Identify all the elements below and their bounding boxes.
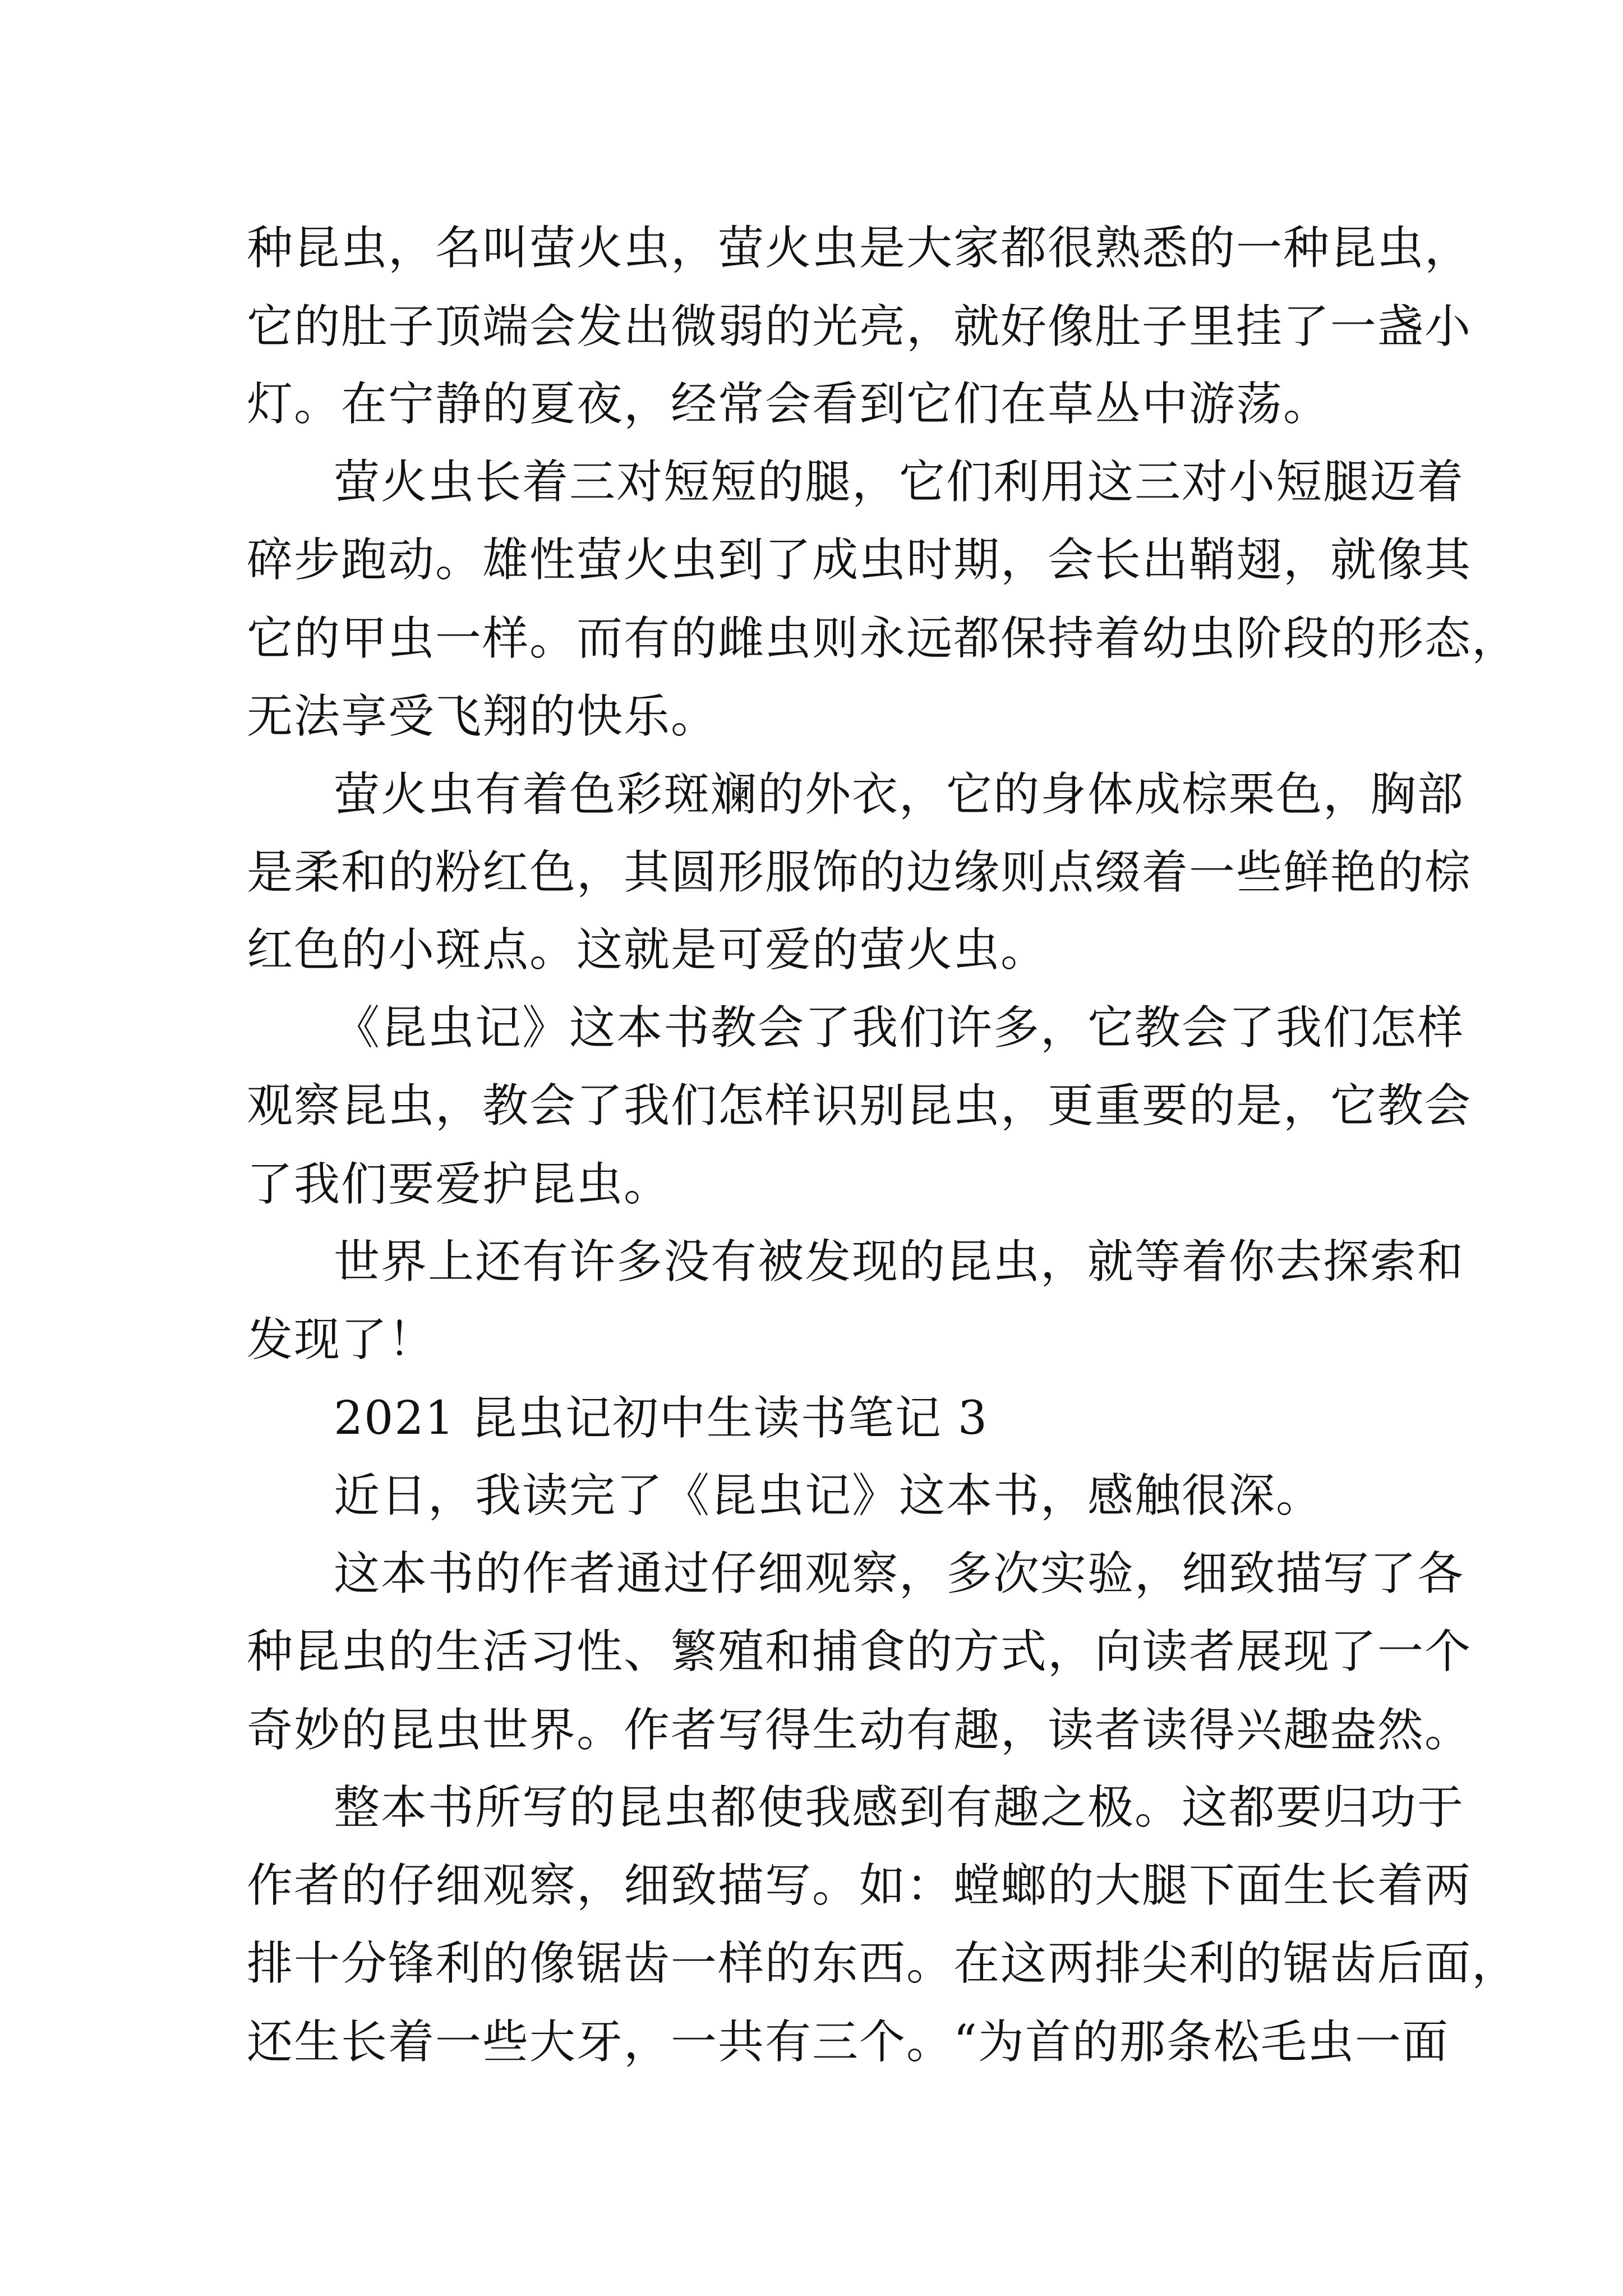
- text-line: 它的肚子顶端会发出微弱的光亮，就好像肚子里挂了一盏小: [247, 300, 1472, 353]
- text-line: 无法享受飞翔的快乐。: [247, 690, 718, 743]
- text-line: 碎步跑动。雄性萤火虫到了成虫时期，会长出鞘翅，就像其: [247, 533, 1472, 587]
- text-line: 《昆虫记》这本书教会了我们许多，它教会了我们怎样: [334, 1001, 1465, 1055]
- text-line: 了我们要爱护昆虫。: [247, 1158, 671, 1211]
- text-line: 种昆虫的生活习性、繁殖和捕食的方式，向读者展现了一个: [247, 1625, 1472, 1678]
- text-line: 发现了！: [247, 1313, 436, 1366]
- text-line: 萤火虫有着色彩斑斓的外衣，它的身体成棕栗色，胸部: [334, 768, 1465, 821]
- text-line: 红色的小斑点。这就是可爱的萤火虫。: [247, 923, 1048, 977]
- text-line: 这本书的作者通过仔细观察，多次实验，细致描写了各: [334, 1547, 1465, 1600]
- text-line: 灯。在宁静的夏夜，经常会看到它们在草丛中游荡。: [247, 378, 1331, 431]
- text-line: 它的甲虫一样。而有的雌虫则永远都保持着幼虫阶段的形态，: [247, 612, 1519, 665]
- section-heading: 2021 昆虫记初中生读书笔记 3: [334, 1392, 988, 1445]
- text-line: 排十分锋利的像锯齿一样的东西。在这两排尖利的锯齿后面，: [247, 1937, 1519, 1990]
- text-line: 还生长着一些大牙，一共有三个。“为首的那条松毛虫一面: [247, 2016, 1449, 2069]
- text-line: 种昆虫，名叫萤火虫，萤火虫是大家都很熟悉的一种昆虫，: [247, 222, 1472, 275]
- text-line: 近日，我读完了《昆虫记》这本书，感触很深。: [334, 1469, 1324, 1522]
- text-line: 整本书所写的昆虫都使我感到有趣之极。这都要归功于: [334, 1781, 1465, 1834]
- text-line: 是柔和的粉红色，其圆形服饰的边缘则点缀着一些鲜艳的棕: [247, 846, 1472, 899]
- text-line: 世界上还有许多没有被发现的昆虫，就等着你去探索和: [334, 1235, 1465, 1289]
- text-line: 作者的仔细观察，细致描写。如：螳螂的大腿下面生长着两: [247, 1859, 1472, 1912]
- text-line: 观察昆虫，教会了我们怎样识别昆虫，更重要的是，它教会: [247, 1079, 1472, 1133]
- text-line: 奇妙的昆虫世界。作者写得生动有趣，读者读得兴趣盎然。: [247, 1704, 1472, 1757]
- text-line: 萤火虫长着三对短短的腿，它们利用这三对小短腿迈着: [334, 455, 1465, 509]
